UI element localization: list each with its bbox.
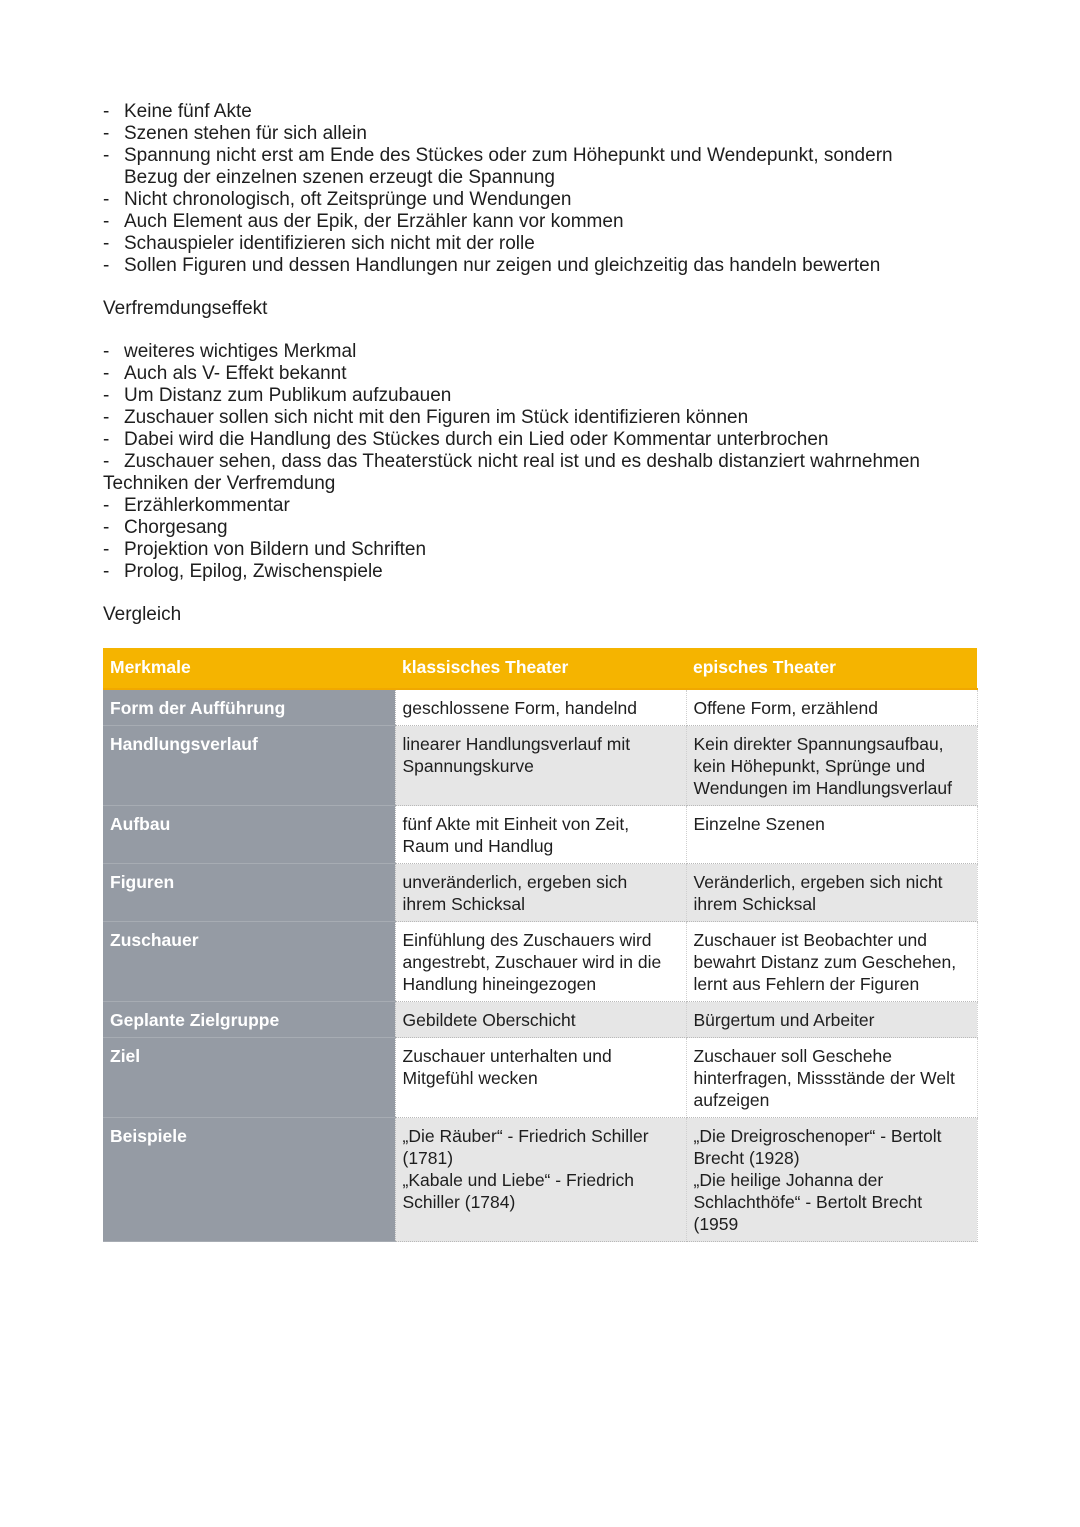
cell-klassisches-theater [395,689,686,726]
list-item [103,517,983,539]
cell-text-line: (1781) [402,1148,454,1168]
cell-text-line: ihrem Schicksal [693,894,817,914]
table-row [103,1038,977,1118]
cell-text-line: unveränderlich, ergeben sich [402,872,628,892]
cell-episches-theater [686,1118,977,1242]
verfremdung-heading: Verfremdungseffekt [103,298,268,319]
list-item-text: Um Distanz zum Publikum aufzubauen [124,385,452,406]
list-item [103,363,983,385]
table-row [103,806,977,864]
cell-klassisches-theater [395,806,686,864]
list-item-text: Auch als V- Effekt bekannt [124,363,347,384]
table-row [103,726,977,806]
bullet-dash: - [103,101,110,122]
cell-episches-theater [686,1038,977,1118]
list-item-text: Sollen Figuren und dessen Handlungen nur zeigen und gleichzeitig das handeln bewerten [124,255,881,276]
table-header-row [103,648,977,689]
cell-text-line: Schiller (1784) [402,1192,516,1212]
cell-text-line: ihrem Schicksal [402,894,526,914]
list-item [103,101,983,123]
cell-text-line: Handlung hineingezogen [402,974,597,994]
cell-text-line: Offene Form, erzählend [693,698,878,718]
list-item-text: Bezug der einzelnen szenen erzeugt die Spannung [124,167,555,188]
cell-klassisches-theater [395,1038,686,1118]
bullet-dash: - [103,451,110,472]
list-item-text: Zuschauer sollen sich nicht mit den Figuren im Stück identifizieren können [124,407,749,428]
table-row [103,1002,977,1038]
cell-text-line: Zuschauer ist Beobachter und [693,930,927,950]
list-item [103,385,983,407]
cell-text-line: Wendungen im Handlungsverlauf [693,778,952,798]
cell-text-line: „Die Dreigroschenoper“ - Bertolt [693,1126,942,1146]
cell-text-line: Spannungskurve [402,756,534,776]
cell-text-line: lernt aus Fehlern der Figuren [693,974,920,994]
bullet-dash: - [103,407,110,428]
list-item [103,539,983,561]
bullet-dash: - [103,145,110,166]
cell-text-line: Schlachthöfe“ - Bertolt Brecht [693,1192,923,1212]
cell-episches-theater [686,864,977,922]
list-item-text: Prolog, Epilog, Zwischenspiele [124,561,383,582]
list-item-text: Erzählerkommentar [124,495,290,516]
list-item [103,429,983,451]
list-item-text: Spannung nicht erst am Ende des Stückes oder zum Höhepunkt und Wendepunkt, sondern [124,145,893,166]
table-row [103,864,977,922]
cell-klassisches-theater [395,1118,686,1242]
table-row [103,1118,977,1242]
cell-klassisches-theater [395,1002,686,1038]
list-item-text: Projektion von Bildern und Schriften [124,539,427,560]
cell-klassisches-theater [395,922,686,1002]
list-item-text: Szenen stehen für sich allein [124,123,367,144]
list-item-text: Zuschauer sehen, dass das Theaterstück nicht real ist und es deshalb distanziert wahrnehmen [124,451,920,472]
list-item [103,145,983,189]
cell-text-line: Einfühlung des Zuschauers wird [402,930,652,950]
comparison-table [103,648,978,1242]
cell-episches-theater [686,726,977,806]
bullet-dash: - [103,189,110,210]
notes-section [103,101,983,647]
verfremdung-feature-list [103,341,983,473]
bullet-dash: - [103,341,110,362]
cell-text-line: Bürgertum und Arbeiter [693,1010,875,1030]
cell-text-line: kein Höhepunkt, Sprünge und [693,756,926,776]
cell-klassisches-theater [395,726,686,806]
list-item-text: Schauspieler identifizieren sich nicht mit der rolle [124,233,535,254]
bullet-dash: - [103,561,110,582]
list-item [103,211,983,233]
bullet-dash: - [103,233,110,254]
cell-text-line: Veränderlich, ergeben sich nicht [693,872,943,892]
cell-text-line: Brecht (1928) [693,1148,800,1168]
list-item-text: Nicht chronologisch, oft Zeitsprünge und Wendungen [124,189,572,210]
cell-episches-theater [686,922,977,1002]
bullet-dash: - [103,123,110,144]
cell-text-line: linearer Handlungsverlauf mit [402,734,631,754]
list-item [103,233,983,255]
cell-text-line: Einzelne Szenen [693,814,825,834]
cell-text-line: Raum und Handlug [402,836,554,856]
row-label: Geplante Zielgruppe [103,1002,395,1038]
row-label: Beispiele [103,1118,395,1242]
table-row [103,689,977,726]
bullet-dash: - [103,539,110,560]
row-label: Form der Aufführung [103,689,395,726]
cell-text-line: Zuschauer soll Geschehe [693,1046,892,1066]
bullet-dash: - [103,211,110,232]
list-item [103,255,983,277]
cell-text-line: hinterfragen, Missstände der Welt [693,1068,955,1088]
cell-episches-theater [686,689,977,726]
list-item-text: Chorgesang [124,517,228,538]
bullet-dash: - [103,517,110,538]
bullet-dash: - [103,385,110,406]
list-item-text: Keine fünf Akte [124,101,252,122]
vergleich-heading: Vergleich [103,604,182,625]
row-label: Aufbau [103,806,395,864]
list-item [103,451,983,473]
row-label: Handlungsverlauf [103,726,395,806]
cell-text-line: (1959 [693,1214,739,1234]
cell-text-line: aufzeigen [693,1090,770,1110]
list-item-text: Dabei wird die Handlung des Stückes durch ein Lied oder Kommentar unterbrochen [124,429,829,450]
cell-text-line: „Kabale und Liebe“ - Friedrich [402,1170,635,1190]
list-item [103,123,983,145]
epic-theatre-feature-list [103,101,983,277]
list-item [103,495,983,517]
techniken-list [103,495,983,583]
cell-text-line: bewahrt Distanz zum Geschehen, [693,952,957,972]
list-item [103,407,983,429]
table-row [103,922,977,1002]
cell-text-line: Kein direkter Spannungsaufbau, [693,734,944,754]
list-item [103,341,983,363]
row-label: Ziel [103,1038,395,1118]
list-item-text: weiteres wichtiges Merkmal [124,341,357,362]
bullet-dash: - [103,429,110,450]
cell-text-line: Zuschauer unterhalten und [402,1046,612,1066]
cell-text-line: „Die heilige Johanna der [693,1170,884,1190]
header-merkmale: Merkmale [103,648,395,689]
cell-klassisches-theater [395,864,686,922]
cell-text-line: angestrebt, Zuschauer wird in die [402,952,662,972]
cell-text-line: Mitgefühl wecken [402,1068,538,1088]
cell-text-line: fünf Akte mit Einheit von Zeit, [402,814,630,834]
row-label: Zuschauer [103,922,395,1002]
bullet-dash: - [103,255,110,276]
cell-episches-theater [686,1002,977,1038]
cell-text-line: „Die Räuber“ - Friedrich Schiller [402,1126,649,1146]
cell-text-line: Gebildete Oberschicht [402,1010,576,1030]
list-item [103,189,983,211]
header-klassisches-theater: klassisches Theater [395,648,686,689]
cell-episches-theater [686,806,977,864]
techniken-label: Techniken der Verfremdung [103,473,336,494]
header-episches-theater: episches Theater [686,648,977,689]
bullet-dash: - [103,495,110,516]
list-item [103,561,983,583]
bullet-dash: - [103,363,110,384]
cell-text-line: geschlossene Form, handelnd [402,698,637,718]
list-item-text: Auch Element aus der Epik, der Erzähler kann vor kommen [124,211,624,232]
row-label: Figuren [103,864,395,922]
